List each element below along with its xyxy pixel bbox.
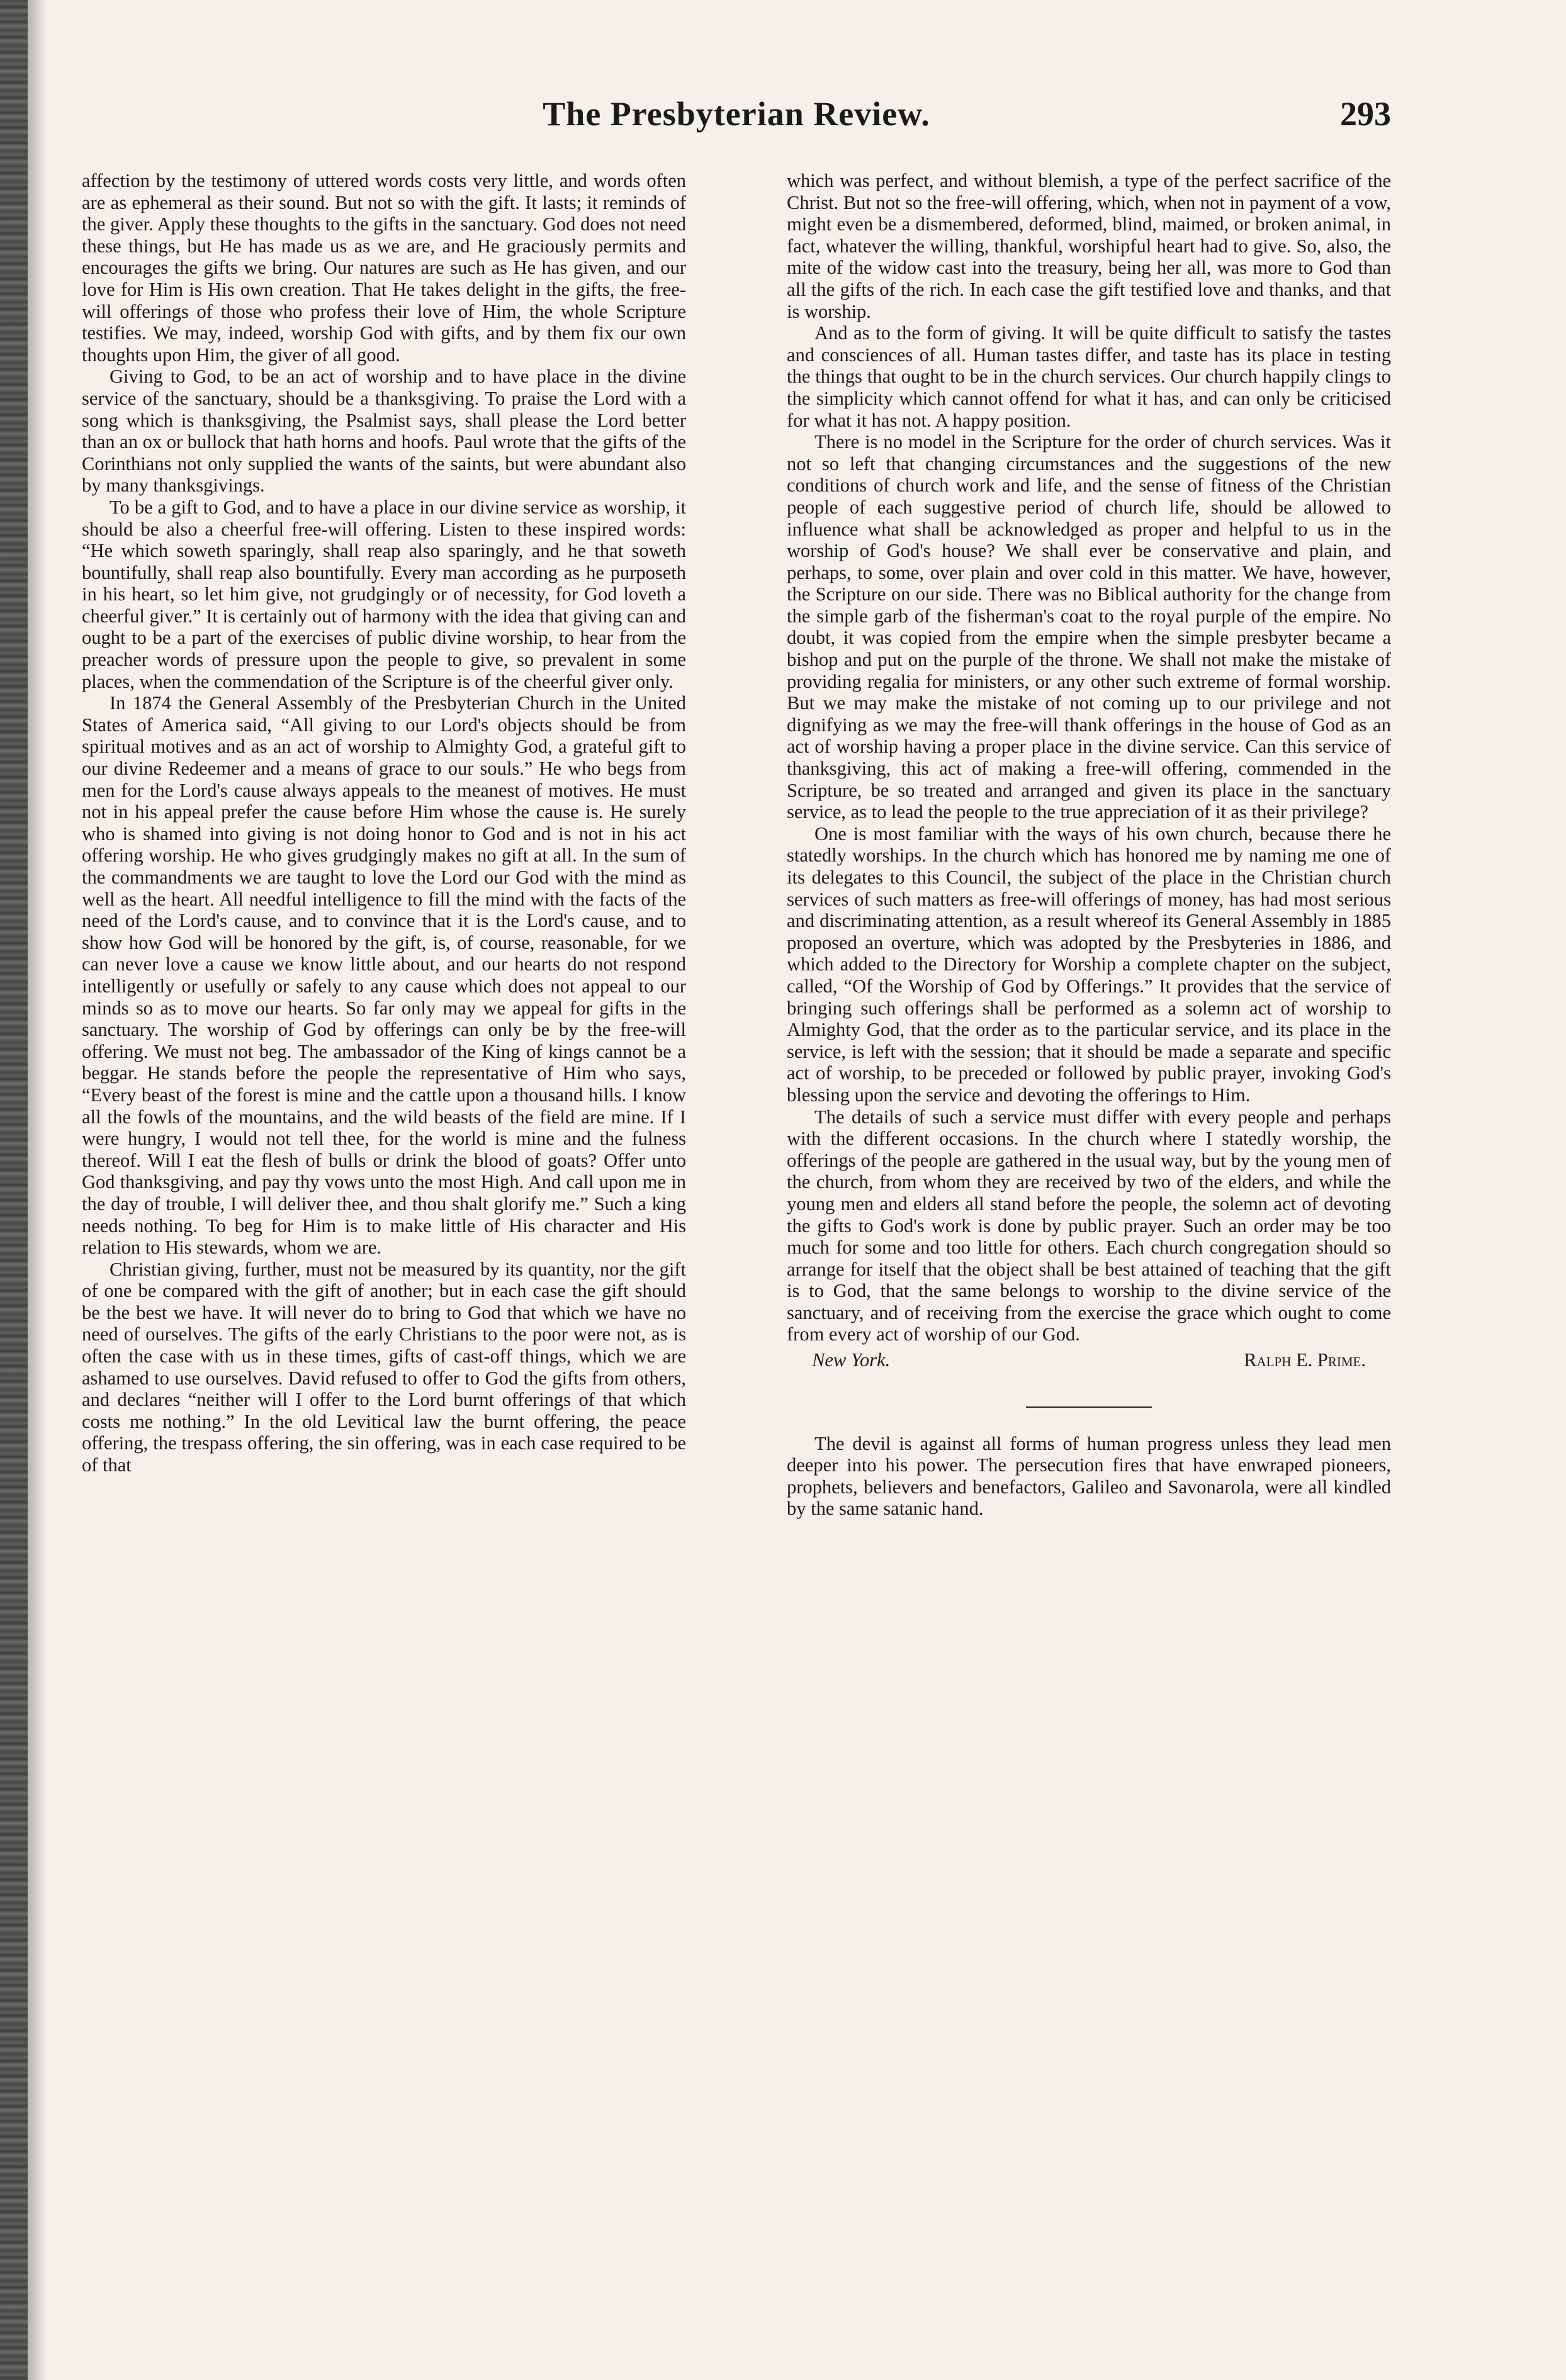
paragraph: affection by the testimony of uttered words costs very little, and words often are as ephemeral as their sound. But not so with the gift. It lasts; it reminds of the giver. Apply these thoughts to the gifts in the sanctuary. God does not need these things, but He has made us as we are, and He graciously permits and encourages the gifts we bring. Our natures are such as He has given, and our love for Him is His own creation. That He takes delight in the gifts, the free-will offerings of those who profess their love of Him, the whole Scripture testifies. We may, indeed, worship God with gifts, and by them fix our own thoughts upon Him, the giver of all good. [82, 170, 686, 366]
paragraph: One is most familiar with the ways of his own church, because there he statedly worships. In the church which has honored me by naming me one of its delegates to this Council, the subject of the place in the Christian church services of such matters as free-will offerings of money, has had most serious and discriminating attention, as a result whereof its General Assembly in 1885 proposed an overture, which was adopted by the Presbyteries in 1886, and which added to the Directory for Worship a complete chapter on the subject, called, “Of the Worship of God by Offerings.” It provides that the service of bringing such offerings shall be performed as a solemn act of worship to Almighty God, that the order as to the particular service, and its place in the service, is left with the session; that it should be made a separate and specific act of worship, to be preceded or followed by public prayer, invoking God's blessing upon the service and devoting the offerings to Him. [787, 822, 1391, 1106]
section-divider [1026, 1406, 1152, 1408]
paragraph: In 1874 the General Assembly of the Presbyterian Church in the United States of America said, “All giving to our Lord's objects should be from spiritual motives and as an act of worship to Almighty God, a grateful gift to our divine Redeemer and a means of grace to our souls.” He who begs from men for the Lord's cause always appeals to the meanest of motives. He must not in his appeal prefer the cause before Him whose the cause is. He surely who is shamed into giving is not doing honor to God and is not in his act offering worship. He who gives grudgingly makes no gift at all. In the sum of the commandments we are taught to love the Lord our God with the mind as well as the heart. All needful intelligence to fill the mind with the facts of the need of the Lord's cause, and to convince that it is the Lord's cause, and to show how God will be honored by the gift, is, of course, reasonable, for we can never love a cause we know little about, and our hearts do not respond intelligently or usefully or safely to any cause which does not appeal to our minds so as to move our hearts. So far only may we appeal for gifts in the sanctuary. The worship of God by offerings can only be by the free-will offering. We must not beg. The ambassador of the King of kings cannot be a beggar. He stands before the people the representative of Him who says, “Every beast of the forest is mine and the cattle upon a thousand hills. I know all the fowls of the mountains, and the wild beasts of the field are mine. If I were hungry, I would not tell thee, for the world is mine and the fulness thereof. Will I eat the flesh of bulls or drink the blood of goats? Offer unto God thanksgiving, and pay thy vows unto the most High. And call upon me in the day of trouble, I will deliver thee, and thou shalt glorify me.” Such a king needs nothing. To beg for Him is to make little of His character and His relation to His stewards, whom we are. [82, 692, 686, 1259]
journal-title: The Presbyterian Review. [543, 95, 930, 133]
paragraph: Giving to God, to be an act of worship and to have place in the divine service of the sanctuary, should be a thanksgiving. To praise the Lord with a song which is thanksgiving, the Psalmist says, shall please the Lord better than an ox or bullock that hath horns and hoofs. Paul wrote that the gifts of the Corinthians not only supplied the wants of the saints, but were abundant also by many thanksgivings. [82, 366, 686, 497]
left-column [82, 170, 686, 1476]
paragraph: And as to the form of giving. It will be quite difficult to satisfy the tastes and consciences of all. Human tastes differ, and taste has its place in testing the things that ought to be in the church services. Our church happily clings to the simplicity which cannot offend for what it has, and can only be criticised for what it has not. A happy position. [787, 322, 1391, 431]
signature-place: New York. [812, 1349, 891, 1371]
right-column [787, 170, 1391, 1520]
page-number: 293 [1340, 95, 1391, 133]
signature-author: Ralph E. Prime. [1244, 1349, 1366, 1371]
paragraph: The details of such a service must differ with every people and perhaps with the different occasions. In the church where I statedly worship, the offerings of the people are gathered in the usual way, but by the young men of the church, from whom they are received by two of the elders, and while the young men and elders all stand before the people, the solemn act of devoting the gifts to God's work is done by public prayer. Such an order may be too much for some and too little for others. Each church congregation should so arrange for itself that the object shall be best attained of teaching that the gift is to God, that the same belongs to worship to the divine service of the sanctuary, and of receiving from the exercise the grace which ought to come from every act of worship of our God. [787, 1106, 1391, 1345]
paragraph: which was perfect, and without blemish, a type of the perfect sacrifice of the Christ. But not so the free-will offering, which, when not in payment of a vow, might even be a dismembered, deformed, blind, maimed, or broken animal, in fact, whatever the willing, thankful, worshipful heart had to give. So, also, the mite of the widow cast into the treasury, being her all, was more to God than all the gifts of the rich. In each case the gift testified love and thanks, and that is worship. [787, 170, 1391, 322]
paragraph: There is no model in the Scripture for the order of church services. Was it not so left that changing circumstances and the suggestions of the new conditions of church work and life, and the sense of fitness of the Christian people of each suggestive period of church life, should be allowed to influence what shall be acknowledged as proper and helpful to us in the worship of God's house? We shall ever be conservative and plain, and perhaps, to some, over plain and over cold in this matter. We have, however, the Scripture on our side. There was no Biblical authority for the change from the simple garb of the fisherman's coat to the royal purple of the empire. No doubt, it was copied from the empire when the simple presbyter became a bishop and put on the purple of the throne. We shall not make the mistake of providing regalia for ministers, or any other such extreme of formal worship. But we may make the mistake of not coming up to our privilege and not dignifying as we may the free-will thank offerings in the house of God as an act of worship having a proper place in the divine service. Can this service of thanksgiving, this act of making a free-will offering, commended in the Scripture, be so treated and arranged and given its place in the sanctuary service, as to lead the people to the true appreciation of it as their privilege? [787, 431, 1391, 823]
page-header [82, 94, 1391, 145]
book-spine-shadow [0, 0, 28, 2380]
paragraph: To be a gift to God, and to have a place in our divine service as worship, it should be also a cheerful free-will offering. Listen to these inspired words: “He which soweth sparingly, shall reap also sparingly, and he that soweth bountifully, shall reap also bountifully. Every man according as he purposeth in his heart, so let him give, not grudgingly or of necessity, for God loveth a cheerful giver.” It is certainly out of harmony with the idea that giving can and ought to be a part of the exercises of public divine worship, to hear from the preacher words of pressure upon the people to give, so prevalent in some places, when the commendation of the Scripture is of the cheerful giver only. [82, 496, 686, 692]
paragraph: Christian giving, further, must not be measured by its quantity, nor the gift of one be compared with the gift of another; but in each case the gift should be the best we have. It will never do to bring to God that which we have no need of ourselves. The gifts of the early Christians to the poor were not, as is often the case with us in these times, gifts of cast-off things, which we are ashamed to use ourselves. David refused to offer to God the gifts from others, and declares “neither will I offer to the Lord burnt offerings of that which costs me nothing.” In the old Levitical law the burnt offering, the peace offering, the trespass offering, the sin offering, was in each case required to be of that [82, 1258, 686, 1476]
signature [787, 1349, 1391, 1371]
gutter-shadow [28, 0, 47, 2380]
closing-note: The devil is against all forms of human progress unless they lead men deeper into his power. The persecution fires that have enwraped pioneers, prophets, believers and benefactors, Galileo and Savonarola, were all kindled by the same satanic hand. [787, 1432, 1391, 1520]
